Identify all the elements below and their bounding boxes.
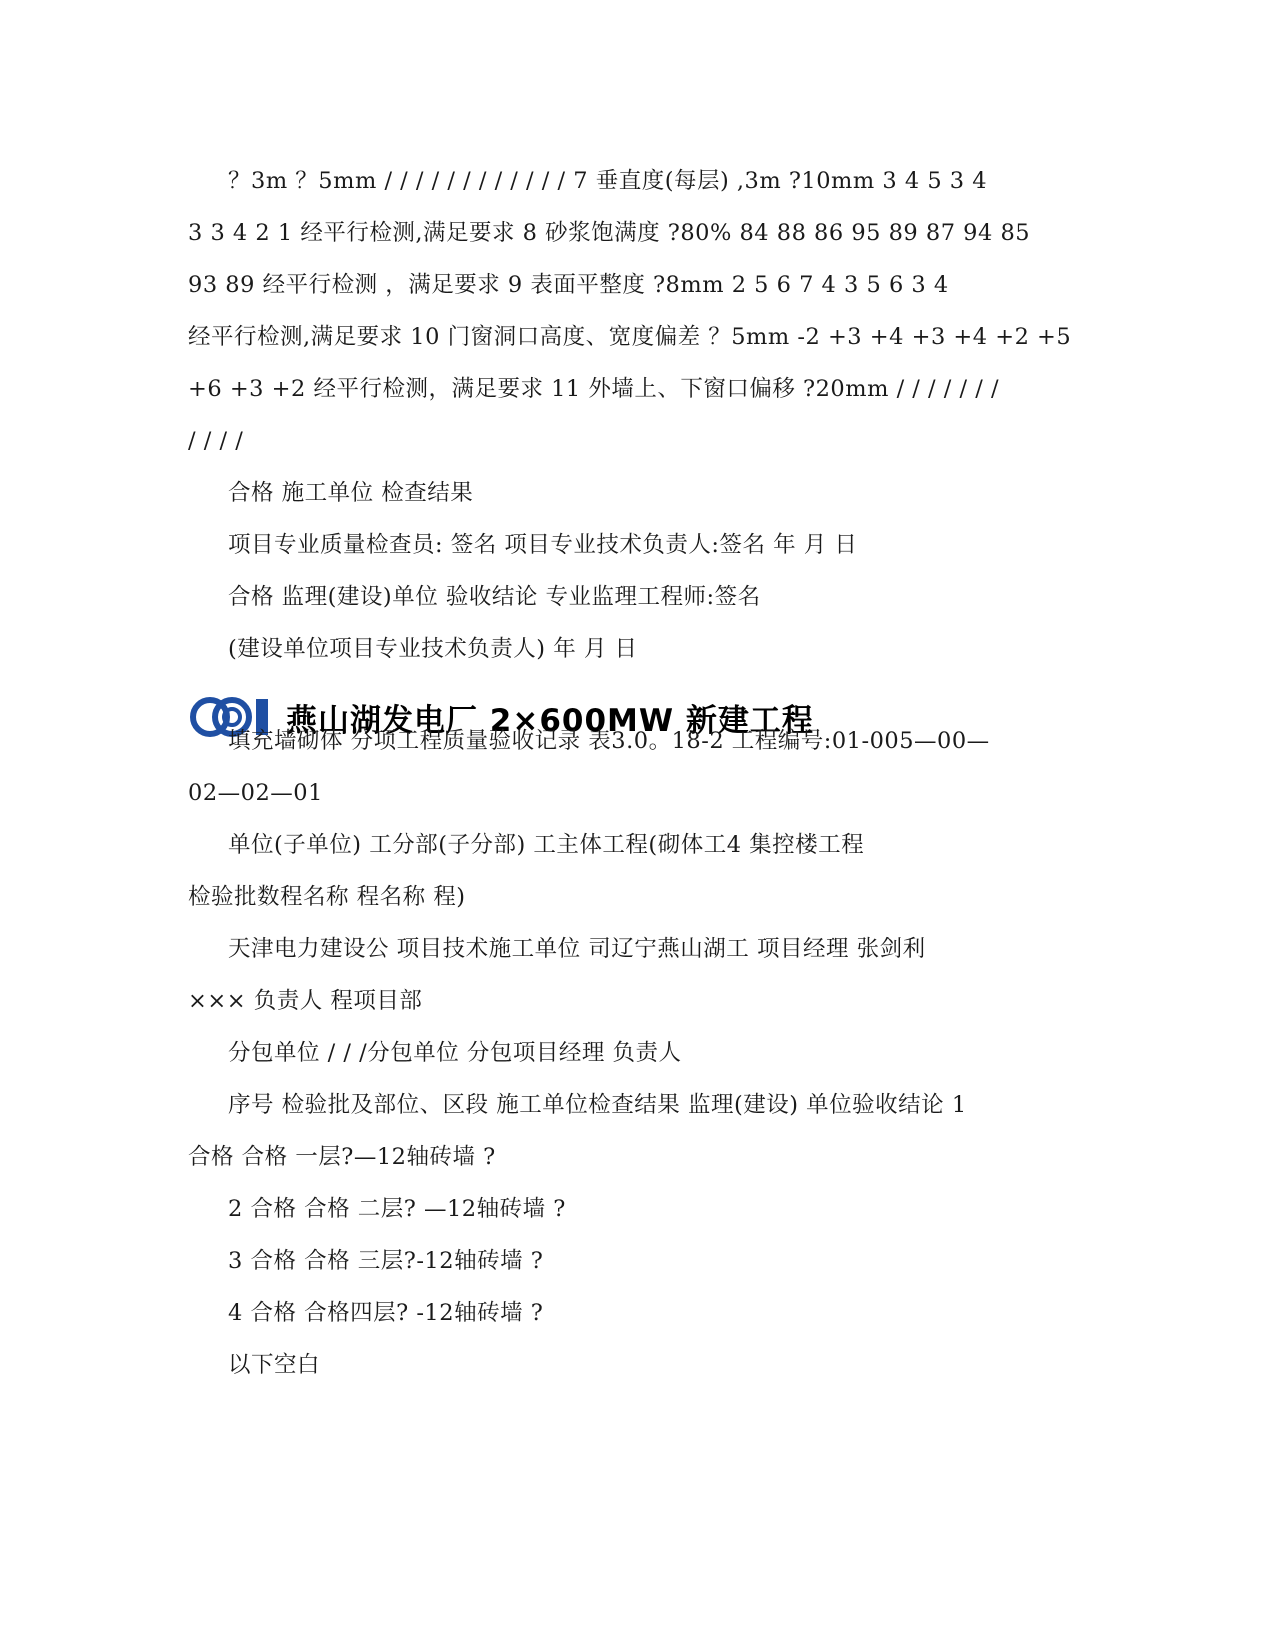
owner-signature-line: (建设单位项目专业技术负责人) 年 月 日 bbox=[228, 636, 638, 662]
table-row: 合格 合格 一层?—12轴砖墙 ? bbox=[188, 1144, 496, 1170]
subcontract-line: 分包单位 / / /分包单位 分包项目经理 负责人 bbox=[228, 1040, 682, 1066]
project-number: 02—02—01 bbox=[188, 780, 323, 806]
inspector-signature-line: 项目专业质量检查员: 签名 项目专业技术负责人:签名 年 月 日 bbox=[228, 532, 858, 558]
text-line: ？3m ？5mm / / / / / / / / / / / / 7 垂直度(每层) ,3m ?10mm 3 4 5 3 4 bbox=[228, 168, 988, 194]
text-line: 93 89 经平行检测 ，满足要求 9 表面平整度 ?8mm 2 5 6 7 4 3 5 6 3 4 bbox=[188, 272, 949, 298]
table-row: 4 合格 合格四层? -12轴砖墙 ? bbox=[228, 1300, 544, 1326]
unit-line-cont: 检验批数程名称 程名称 程) bbox=[188, 884, 466, 910]
table-row: 3 合格 合格 三层?-12轴砖墙 ? bbox=[228, 1248, 544, 1274]
construction-result: 合格 施工单位 检查结果 bbox=[228, 480, 474, 506]
project-title: 燕山湖发电厂 2×600MW 新建工程 bbox=[286, 702, 814, 739]
table-header: 序号 检验批及部位、区段 施工单位检查结果 监理(建设) 单位验收结论 1 bbox=[228, 1092, 967, 1118]
text-line: / / / / bbox=[188, 428, 244, 454]
contractor-line: 天津电力建设公 项目技术施工单位 司辽宁燕山湖工 项目经理 张剑利 bbox=[228, 936, 926, 962]
blank-note: 以下空白 bbox=[228, 1352, 321, 1378]
text-line: +6 +3 +2 经平行检测，满足要求 11 外墙上、下窗口偏移 ?20mm / / / / / / / bbox=[188, 376, 1000, 402]
unit-line: 单位(子单位) 工分部(子分部) 工主体工程(砌体工4 集控楼工程 bbox=[228, 832, 865, 858]
contractor-line-cont: ××× 负责人 程项目部 bbox=[188, 988, 423, 1014]
table-row: 2 合格 合格 二层? —12轴砖墙 ? bbox=[228, 1196, 566, 1222]
supervision-conclusion: 合格 监理(建设)单位 验收结论 专业监理工程师:签名 bbox=[228, 584, 761, 610]
record-title: 填充墙砌体 分项工程质量验收记录 表3.0。18-2 工程编号:01-005—00— bbox=[228, 728, 990, 754]
text-line: 经平行检测,满足要求 10 门窗洞口高度、宽度偏差 ？5mm -2 +3 +4 +3 +4 +2 +5 bbox=[188, 324, 1072, 350]
text-line: 3 3 4 2 1 经平行检测,满足要求 8 砂浆饱满度 ?80% 84 88 86 95 89 87 94 85 bbox=[188, 220, 1031, 246]
